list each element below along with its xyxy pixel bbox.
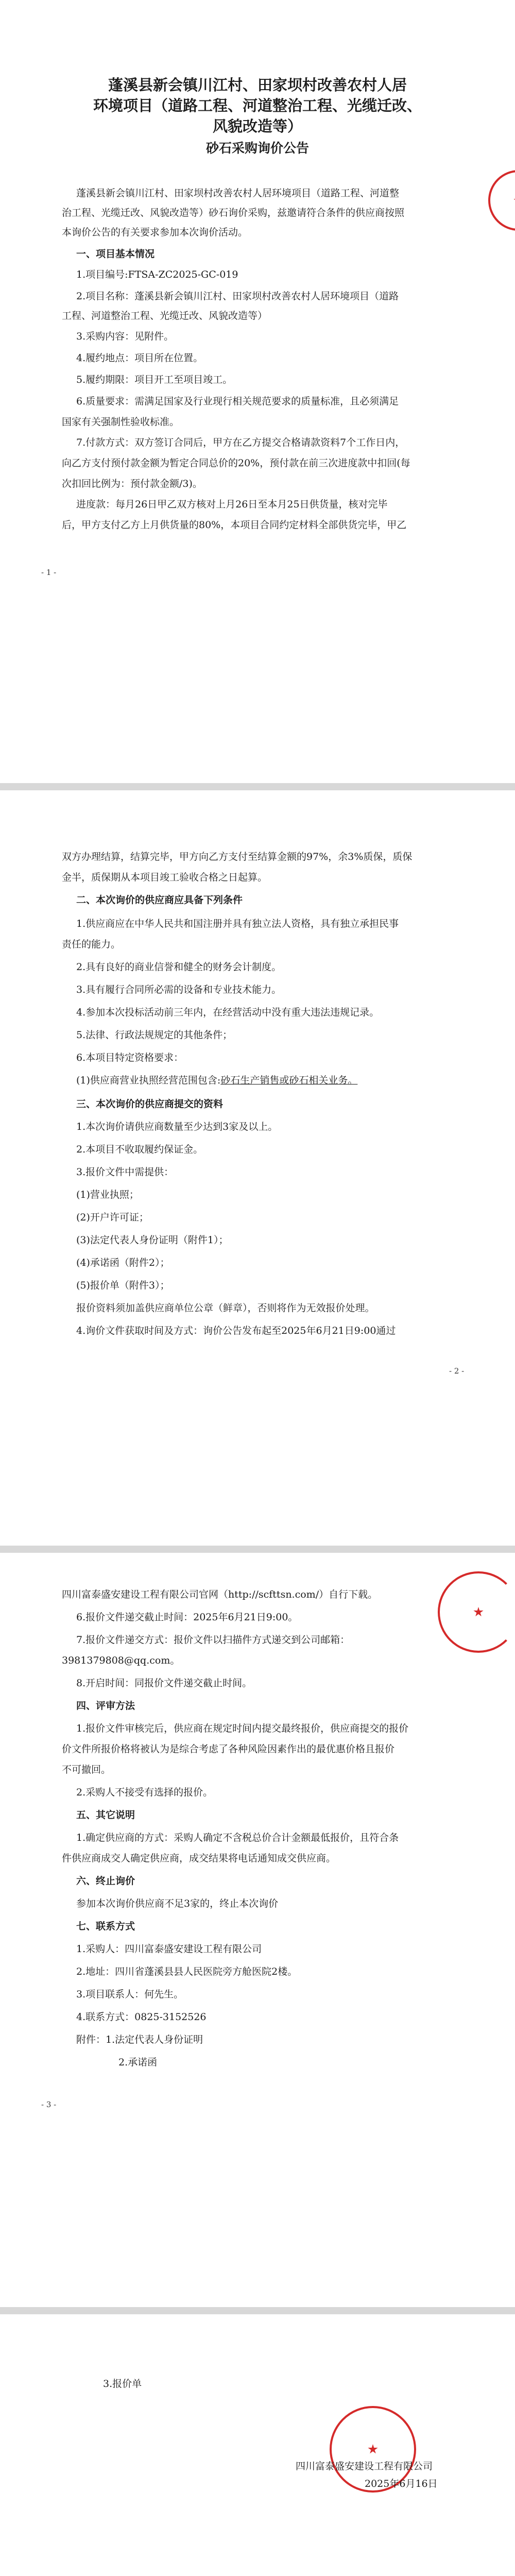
page-2 (0, 790, 515, 1546)
body-line: 8.开启时间：同报价文件递交截止时间。 (76, 1677, 252, 1689)
body-line: 4.履约地点：项目所在位置。 (76, 352, 203, 364)
body-line: 1.报价文件审核完后，供应商在规定时间内提交最终报价，供应商提交的报价 (76, 1723, 409, 1734)
body-line: 4.询价文件获取时间及方式：询价公告发布起至2025年6月21日9:00通过 (76, 1325, 396, 1336)
title-line-4: 砂石采购询价公告 (205, 141, 309, 156)
body-line: 2.具有良好的商业信誉和健全的财务会计制度。 (76, 961, 282, 973)
page-4 (0, 2314, 515, 2576)
body-line: 责任的能力。 (62, 939, 121, 950)
business-scope-value: 砂石生产销售或砂石相关业务。 (220, 1075, 358, 1086)
body-line: (2)开户许可证； (76, 1212, 149, 1223)
body-line: 2.地址：四川省蓬溪县县人民医院旁方舱医院2楼。 (76, 1966, 298, 1977)
body-line: 2.承诺函 (118, 2057, 158, 2068)
body-line: 价文件所报价格将被认为是综合考虑了各种风险因素作出的最优惠价格且报价 (62, 1743, 395, 1755)
title-line-2: 环境项目（道路工程、河道整治工程、光缆迁改、 (93, 97, 422, 114)
body-line: 4.参加本次投标活动前三年内，在经营活动中没有重大违法违规记录。 (76, 1007, 380, 1018)
page-separator (0, 783, 515, 790)
title-line-3: 风貌改造等） (212, 117, 302, 135)
body-line: 6.报价文件递交截止时间：2025年6月21日9:00。 (76, 1612, 298, 1623)
body-line: (3)法定代表人身份证明（附件1）； (76, 1234, 229, 1246)
body-line: 参加本次询价供应商不足3家的，终止本次询价 (76, 1898, 279, 1909)
business-scope-label: (1)供应商营业执照经营范围包含: (76, 1075, 221, 1086)
section-heading: 七、联系方式 (76, 1921, 135, 1932)
page-number: - 2 - (449, 1366, 465, 1376)
page-1 (0, 0, 515, 783)
page-3 (0, 1553, 515, 2307)
body-line: 进度款：每月26日甲乙双方核对上月26日至本月25日供货量，核对完毕 (76, 499, 388, 510)
section-heading: 五、其它说明 (76, 1809, 135, 1821)
body-line: 1.本次询价请供应商数量至少达到3家及以上。 (76, 1121, 278, 1132)
signature-company: 四川富泰盛安建设工程有限公司 (296, 2461, 433, 2472)
body-line: 3.具有履行合同所必需的设备和专业技术能力。 (76, 984, 282, 995)
official-seal-stamp (488, 170, 515, 231)
section-heading: 二、本次询价的供应商应具备下列条件 (76, 894, 243, 906)
body-line: 3.项目联系人：何先生。 (76, 1989, 184, 2000)
title-line-1: 蓬溪县新会镇川江村、田家坝村改善农村人居 (108, 76, 407, 94)
body-line: 附件：1.法定代表人身份证明 (76, 2034, 203, 2045)
section-heading: 六、终止询价 (76, 1875, 135, 1887)
body-line: 向乙方支付预付款金额为暂定合同总价的20%，预付款在前三次进度款中扣回(每 (62, 457, 410, 469)
body-line: 报价资料须加盖供应商单位公章（鲜章），否则将作为无效报价处理。 (76, 1302, 375, 1314)
attachment-line: 3.报价单 (103, 2378, 142, 2389)
intro-line: 本询价公告的有关要求参加本次询价活动。 (62, 227, 248, 238)
body-line: 3.报价文件中需提供： (76, 1166, 174, 1178)
page-number: - 3 - (41, 2100, 57, 2109)
body-line: 双方办理结算，结算完毕，甲方向乙方支付至结算金额的97%，余3%质保，质保 (62, 851, 413, 862)
body-line: 5.法律、行政法规规定的其他条件； (76, 1029, 233, 1041)
body-line: 1.确定供应商的方式：采购人确定不含税总价合计金额最低报价，且符合条 (76, 1832, 399, 1843)
intro-line: 治工程、光缆迁改、风貌改造等）砂石询价采购，兹邀请符合条件的供应商按照 (62, 207, 405, 218)
body-line: 6.本项目特定资格要求： (76, 1052, 184, 1063)
body-line: 3981379808@qq.com。 (62, 1655, 180, 1666)
body-line: (1)营业执照； (76, 1189, 139, 1200)
body-line: 件供应商成交人确定供应商，成交结果将电话通知成交供应商。 (62, 1853, 336, 1864)
page-separator (0, 1546, 515, 1553)
body-line: 金半，质保期从本项目竣工验收合格之日起算。 (62, 872, 268, 883)
body-line: (5)报价单（附件3）； (76, 1280, 170, 1291)
body-line: 7.报价文件递交方式：报价文件以扫描件方式递交到公司邮箱： (76, 1634, 350, 1646)
section-heading: 四、评审方法 (76, 1700, 135, 1711)
body-line: 工程、河道整治工程、光缆迁改、风貌改造等） (62, 310, 268, 321)
section-heading: 一、项目基本情况 (76, 248, 155, 260)
body-line: 5.履约期限：项目开工至项目竣工。 (76, 374, 233, 385)
intro-line: 蓬溪县新会镇川江村、田家坝村改善农村人居环境项目（道路工程、河道整 (76, 188, 400, 199)
body-line: 1.采购人：四川富泰盛安建设工程有限公司 (76, 1943, 262, 1955)
body-line: (4)承诺函（附件2）； (76, 1257, 170, 1268)
body-line: 2.本项目不收取履约保证金。 (76, 1144, 203, 1155)
page-separator (0, 2307, 515, 2314)
body-line: 6.质量要求：需满足国家及行业现行相关规范要求的质量标准，且必须满足 (76, 396, 399, 407)
section-heading: 三、本次询价的供应商提交的资料 (76, 1098, 224, 1110)
body-line: 1.供应商应在中华人民共和国注册并具有独立法人资格，具有独立承担民事 (76, 918, 399, 929)
body-line: 3.采购内容：见附件。 (76, 331, 174, 342)
body-line: 7.付款方式：双方签订合同后，甲方在乙方提交合格请款资料7个工作日内， (76, 437, 405, 448)
body-line: 后，甲方支付乙方上月供货量的80%，本项目合同约定材料全部供货完毕，甲乙 (62, 519, 407, 531)
body-line: 国家有关强制性验收标准。 (62, 416, 180, 428)
body-line: 2.项目名称：蓬溪县新会镇川江村、田家坝村改善农村人居环境项目（道路 (76, 291, 399, 302)
body-line: 1.项目编号:FTSA-ZC2025-GC-019 (76, 269, 238, 280)
body-line: 4.联系方式：0825-3152526 (76, 2011, 207, 2023)
signature-date: 2025年6月16日 (365, 2478, 438, 2489)
body-line: 2.采购人不接受有选择的报价。 (76, 1787, 213, 1798)
page-number: - 1 - (41, 568, 57, 577)
body-line: 次扣回比例为：预付款金额/3)。 (62, 478, 202, 489)
body-line: 不可撤回。 (62, 1764, 111, 1775)
body-line: 四川富泰盛安建设工程有限公司官网（http://scfttsn.com/）自行下载。 (62, 1589, 378, 1600)
body-line (76, 1074, 468, 1087)
